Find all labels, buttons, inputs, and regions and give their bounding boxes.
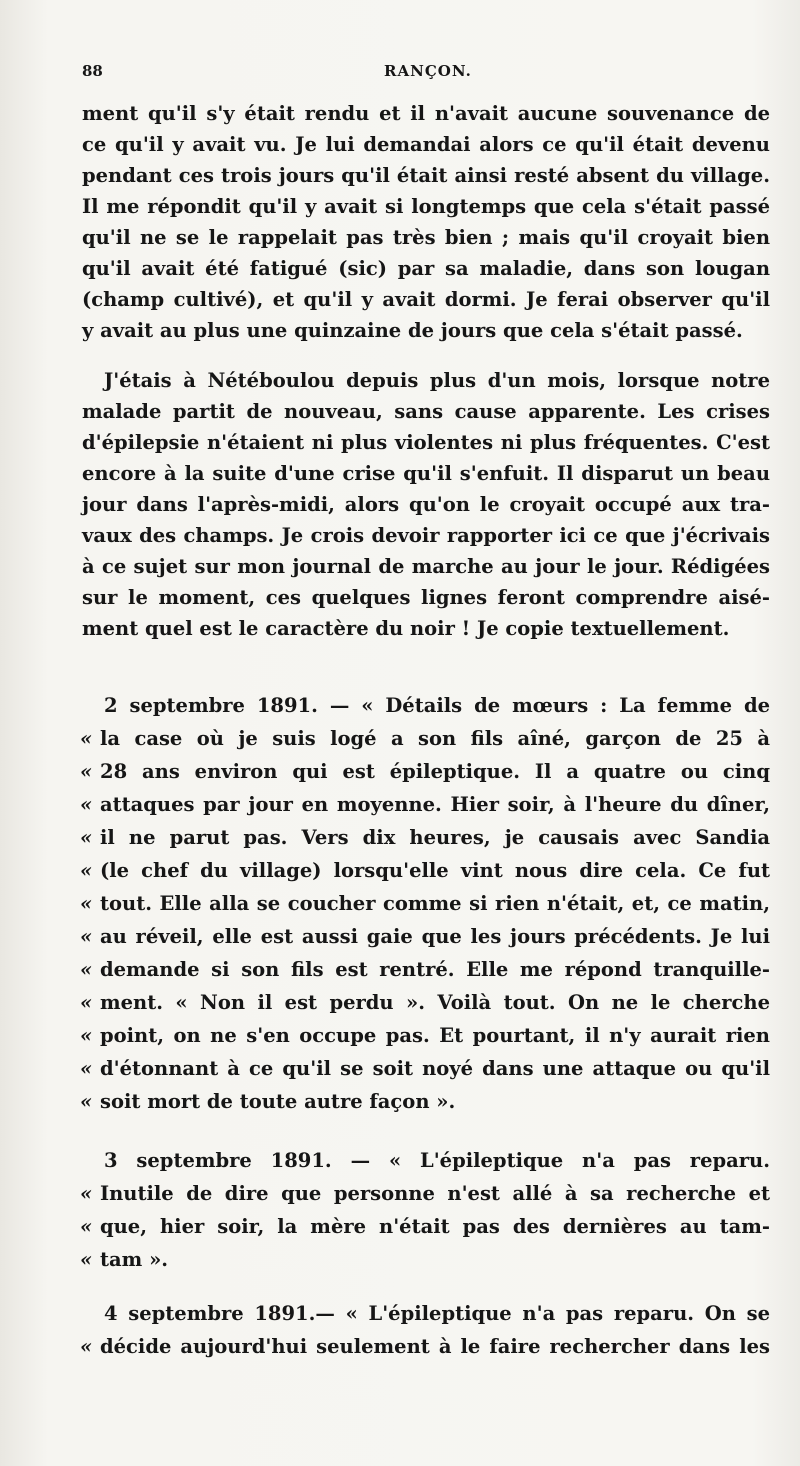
quoted-line (80, 824, 770, 852)
quoted-text: point, on ne s'en occupe pas. Et pourtant, il n'y aurait rien (100, 1024, 770, 1047)
quote-mark: « (80, 859, 93, 882)
quoted-line (80, 1088, 770, 1116)
text-line: qu'il ne se le rappelait pas très bien ; mais qu'il croyait bien (82, 226, 770, 249)
quoted-line (80, 1333, 770, 1361)
text-line: jour dans l'après-midi, alors qu'on le croyait occupé aux tra- (82, 493, 770, 516)
text-line: qu'il avait été fatigué (sic) par sa maladie, dans son lougan (82, 257, 770, 280)
quote-mark: « (80, 1215, 93, 1238)
quoted-text: Inutile de dire que personne n'est allé à sa recherche et (100, 1182, 770, 1205)
journal-entry-line: 3 septembre 1891. — « L'épileptique n'a pas reparu. (104, 1149, 770, 1172)
quoted-text: demande si son fils est rentré. Elle me répond tranquille- (100, 958, 770, 981)
running-title: RANÇON. (384, 62, 472, 80)
text-line: ment quel est le caractère du noir ! Je copie textuellement. (82, 617, 730, 640)
quoted-text: soit mort de toute autre façon ». (100, 1090, 456, 1113)
quoted-text: tam ». (100, 1248, 169, 1271)
quoted-line (80, 989, 770, 1017)
quoted-line (80, 1213, 770, 1241)
quote-mark: « (80, 958, 93, 981)
quoted-text: il ne parut pas. Vers dix heures, je causais avec Sandia (100, 826, 770, 849)
quoted-text: attaques par jour en moyenne. Hier soir, à l'heure du dîner, (100, 793, 770, 816)
quoted-text: 28 ans environ qui est épileptique. Il a quatre ou cinq (100, 760, 770, 783)
quote-mark: « (80, 1090, 93, 1113)
page-number: 88 (82, 62, 103, 80)
quoted-text: d'étonnant à ce qu'il se soit noyé dans une attaque ou qu'il (100, 1057, 770, 1080)
quote-mark: « (80, 727, 93, 750)
quoted-text: ment. « Non il est perdu ». Voilà tout. On ne le cherche (100, 991, 770, 1014)
quoted-line (80, 890, 770, 918)
quote-mark: « (80, 892, 93, 915)
quoted-line (80, 725, 770, 753)
quote-mark: « (80, 1248, 93, 1271)
text-line: J'étais à Nétéboulou depuis plus d'un mois, lorsque notre (104, 369, 770, 392)
text-line: (champ cultivé), et qu'il y avait dormi. Je ferai observer qu'il (82, 288, 770, 311)
quoted-text: que, hier soir, la mère n'était pas des dernières au tam- (100, 1215, 770, 1238)
quoted-text: décide aujourd'hui seulement à le faire rechercher dans les (100, 1335, 770, 1358)
quote-mark: « (80, 826, 93, 849)
text-line: y avait au plus une quinzaine de jours que cela s'était passé. (82, 319, 743, 342)
quoted-text: tout. Elle alla se coucher comme si rien n'était, et, ce matin, (100, 892, 770, 915)
quote-mark: « (80, 760, 93, 783)
quote-mark: « (80, 1335, 93, 1358)
quote-mark: « (80, 793, 93, 816)
text-line: ment qu'il s'y était rendu et il n'avait aucune souvenance de (82, 102, 770, 125)
quote-mark: « (80, 1057, 93, 1080)
quoted-line (80, 1055, 770, 1083)
text-line: Il me répondit qu'il y avait si longtemps que cela s'était passé (82, 195, 770, 218)
text-line: ce qu'il y avait vu. Je lui demandai alors ce qu'il était devenu (82, 133, 770, 156)
quote-mark: « (80, 925, 93, 948)
text-line: à ce sujet sur mon journal de marche au jour le jour. Rédigées (82, 555, 770, 578)
quoted-line (80, 923, 770, 951)
journal-entry-line: 2 septembre 1891. — « Détails de mœurs : La femme de (104, 694, 770, 717)
text-line: malade partit de nouveau, sans cause apparente. Les crises (82, 400, 770, 423)
quoted-line (80, 1022, 770, 1050)
quoted-line (80, 758, 770, 786)
quoted-line (80, 956, 770, 984)
quoted-line (80, 1246, 770, 1274)
quote-mark: « (80, 1182, 93, 1205)
quote-mark: « (80, 1024, 93, 1047)
quote-mark: « (80, 991, 93, 1014)
text-line: pendant ces trois jours qu'il était ainsi resté absent du village. (82, 164, 770, 187)
text-line: vaux des champs. Je crois devoir rapporter ici ce que j'écrivais (82, 524, 770, 547)
quoted-text: au réveil, elle est aussi gaie que les jours précédents. Je lui (100, 925, 770, 948)
quoted-text: la case où je suis logé a son fils aîné, garçon de 25 à (100, 727, 770, 750)
page-header (82, 62, 772, 88)
text-line: encore à la suite d'une crise qu'il s'enfuit. Il disparut un beau (82, 462, 770, 485)
text-line: d'épilepsie n'étaient ni plus violentes ni plus fréquentes. C'est (82, 431, 770, 454)
quoted-text: (le chef du village) lorsqu'elle vint nous dire cela. Ce fut (100, 859, 770, 882)
quoted-line (80, 791, 770, 819)
text-line: sur le moment, ces quelques lignes feront comprendre aisé- (82, 586, 770, 609)
journal-entry-line: 4 septembre 1891.— « L'épileptique n'a pas reparu. On se (104, 1302, 770, 1325)
quoted-line (80, 1180, 770, 1208)
quoted-line (80, 857, 770, 885)
